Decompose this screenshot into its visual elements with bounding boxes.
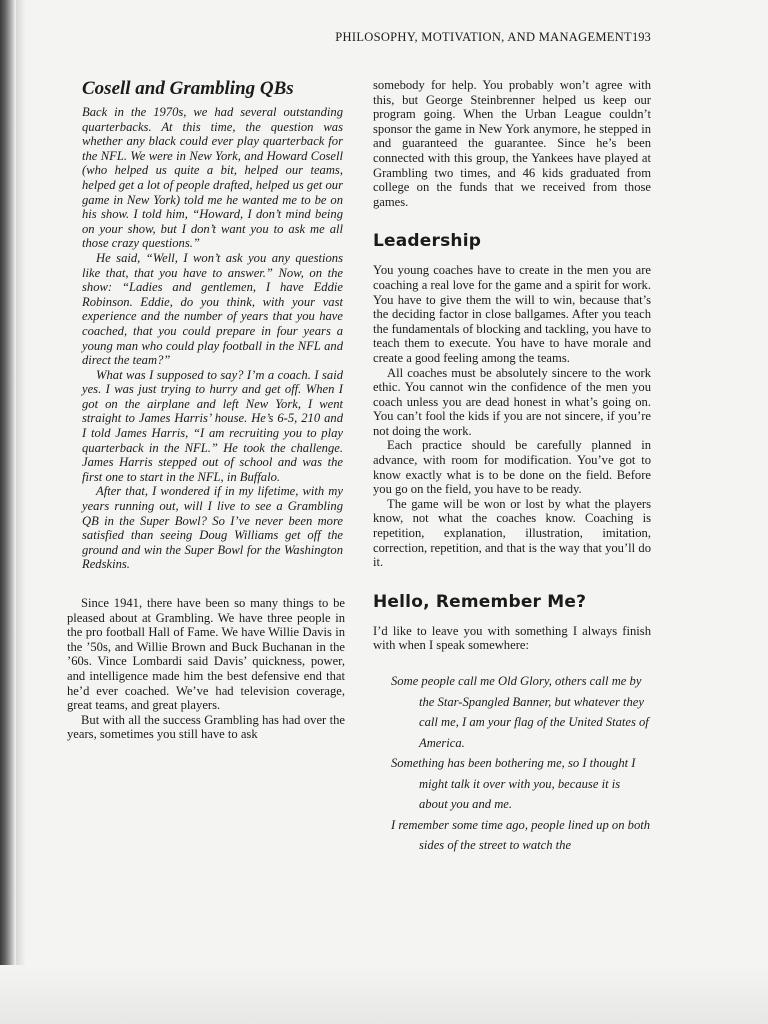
page-number: 193 (632, 30, 651, 44)
body-paragraph: Each practice should be carefully planned in advance, with room for modification. You’ve got to know exactly what is to be done on the field. Before you go on the field, you have to be ready. (373, 438, 651, 497)
hello-heading: Hello, Remember Me? (373, 591, 587, 612)
page-gutter (16, 0, 26, 1024)
body-paragraph: The game will be won or lost by what the players know, not what the coaches know. Coaching is repetition, explanation, illustration, imitation, correction, repetition, and that is the way that you’ll do it. (373, 496, 651, 570)
body-paragraph: All coaches must be absolutely sincere to the work ethic. You cannot win the confidence of the men you coach unless you are dead honest in what’s going on. You can’t fool the kids if you are not sincere, if you’re not doing the work. (373, 365, 651, 438)
sidebar-paragraph: He said, “Well, I won’t ask you any questions like that, that you have to answer.” Now, on the show: “Ladies and gentlemen, I have Eddie Robinson. Eddie, do you think, with your vast experience and the number of years that you have coached, that you could prepare in four years a young man who could play football in the NFL and direct the team?” (82, 250, 343, 368)
poem-stanza: Some people call me Old Glory, others call me by the Star-Spangled Banner, but whatever they call me, I am your flag of the United States of America. (391, 674, 649, 750)
running-head: PHILOSOPHY, MOTIVATION, AND MANAGEMENT (335, 30, 632, 44)
body-paragraph: But with all the success Grambling has had over the years, sometimes you still have to ask (67, 712, 345, 742)
sidebar-paragraph: What was I supposed to say? I’m a coach. I said yes. I was just trying to hurry and get off. When I got on the airplane and left New York, I went straight to James Harris’ house. He’s 6-5, 210 and I told James Harris, “I am recruiting you to play quarterback in the NFL.” He took the challenge. James Harris stepped out of school and was the first one to start in the NFL, in Buffalo. (82, 367, 343, 484)
sidebar-title: Cosell and Grambling QBs (82, 78, 294, 99)
sidebar-paragraph: Back in the 1970s, we had several outstanding quarterbacks. At this time, the question was whether any black could ever play quarterback for the NFL. We were in New York, and Howard Cosell (who helped us quite a bit, helped our teams, helped get a lot of people drafted, helped us get our game in New York) told me he wanted me to be on his show. I told him, “Howard, I don’t mind being on your show, but I don’t want you to ask me all those crazy questions.” (82, 105, 343, 251)
book-spine-shadow (0, 0, 16, 1024)
left-column (67, 78, 345, 742)
poem (373, 671, 651, 856)
body-paragraph: I’d like to leave you with something I always finish with when I speak somewhere: (373, 623, 651, 653)
body-paragraph: You young coaches have to create in the men you are coaching a real love for the game and a spirit for work. You have to give them the will to win, because that’s the deciding factor in close ballgames. After you teach the fundamentals of blocking and tackling, you have to teach them to execute. You have to have morale and create a good feeling among the teams. (373, 263, 651, 365)
sidebar-box (67, 105, 345, 572)
body-paragraph-continued: somebody for help. You probably won’t agree with this, but George Steinbrenner helped us keep our program going. When the Urban League couldn’t sponsor the game in New York anymore, he stepped in and guaranteed the guarantee. Since he’s been connected with this group, the Yankees have played at Grambling two times, and 46 kids graduated from college on the funds that we received from those games. (373, 78, 651, 209)
sidebar-paragraph: After that, I wondered if in my lifetime, with my years running out, will I live to see a Grambling QB in the Super Bowl? So I’ve never been more satisfied than seeing Doug Williams get off the ground and win the Super Bowl for the Washington Redskins. (82, 484, 343, 572)
poem-stanza: I remember some time ago, people lined up on both sides of the street to watch the (391, 817, 651, 852)
leadership-heading: Leadership (373, 231, 482, 252)
page-bottom-shadow (0, 965, 768, 1024)
right-column (373, 78, 651, 856)
body-paragraph: Since 1941, there have been so many things to be pleased about at Grambling. We have three people in the pro football Hall of Fame. We have Willie Davis in the ’50s, and Willie Brown and Buck Buchanan in the ’60s. Vince Lombardi said Davis’ quickness, power, and intelligence made him the best defensive end that he’d ever coached. We’ve had television coverage, great teams, and great players. (67, 596, 345, 713)
poem-stanza: Something has been bothering me, so I thought I might talk it over with you, because it is about you and me. (391, 756, 636, 811)
